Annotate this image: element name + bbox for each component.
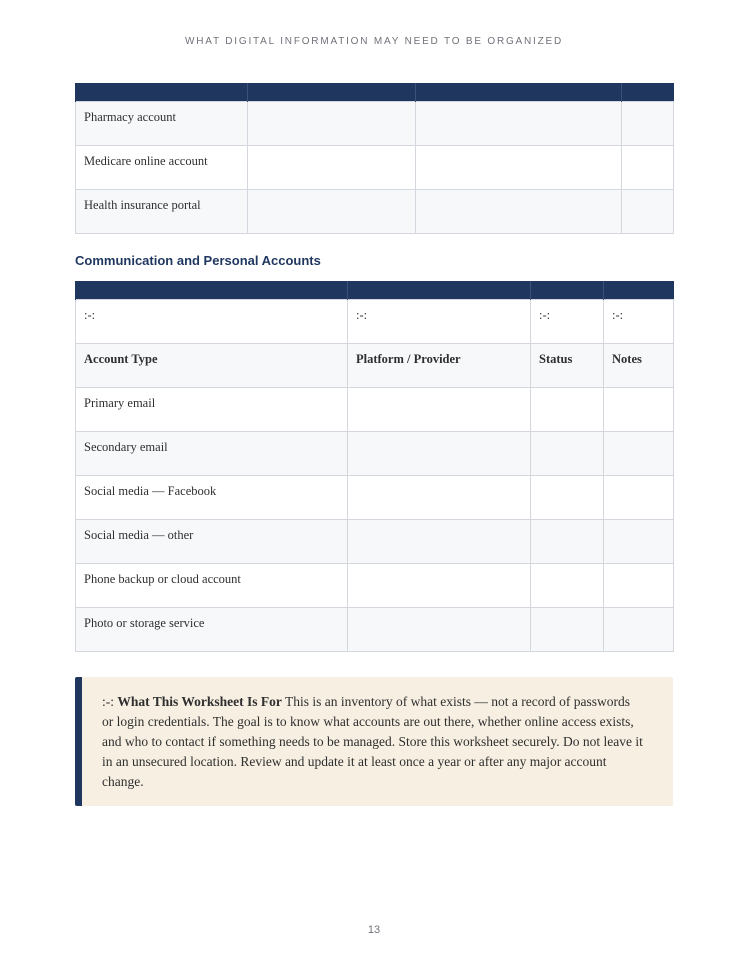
table-cell <box>76 388 348 432</box>
alignment-row <box>76 300 674 344</box>
header-cell <box>76 83 248 102</box>
account-label: Medicare online account <box>84 154 208 168</box>
account-label: Social media — other <box>84 528 194 542</box>
table-cell <box>248 146 416 190</box>
table-cell <box>76 476 348 520</box>
header-cell <box>248 83 416 102</box>
table-cell <box>531 476 604 520</box>
table-header-bar <box>76 281 674 300</box>
table-row <box>76 432 674 476</box>
callout-prefix: :-: <box>102 694 114 709</box>
table-cell <box>76 432 348 476</box>
communication-accounts-table <box>75 281 674 652</box>
account-label: Photo or storage service <box>84 616 205 630</box>
account-label: Social media — Facebook <box>84 484 217 498</box>
table-row <box>76 476 674 520</box>
table-cell <box>622 102 674 146</box>
header-cell <box>76 281 348 300</box>
table-cell <box>531 520 604 564</box>
account-label: Health insurance portal <box>84 198 201 212</box>
table-cell: :-: <box>604 300 674 344</box>
table-cell <box>622 190 674 234</box>
callout-body: This is an inventory of what exists — not a record of passwords or login credentials. The goal is to know what accounts are out there, whether online access exists, and who to contact if something needs to be managed. Store this worksheet securely. Do not leave it in an unsecured location. Review and update it at least once a year or after any major account change. <box>102 694 643 789</box>
table-cell <box>604 608 674 652</box>
table-cell <box>76 520 348 564</box>
table-cell <box>416 102 622 146</box>
table-row <box>76 520 674 564</box>
running-header: WHAT DIGITAL INFORMATION MAY NEED TO BE ORGANIZED <box>184 36 564 47</box>
worksheet-purpose-callout <box>75 677 673 806</box>
table-cell <box>76 146 248 190</box>
table-cell <box>604 476 674 520</box>
table-cell <box>604 344 674 388</box>
table-cell <box>76 564 348 608</box>
table-cell <box>348 344 531 388</box>
column-header-row <box>76 344 674 388</box>
health-accounts-table <box>75 83 674 234</box>
column-header-account-type: Account Type <box>84 352 158 366</box>
table-cell <box>604 388 674 432</box>
section-heading: Communication and Personal Accounts <box>75 253 321 268</box>
table-cell <box>348 520 531 564</box>
table-cell <box>416 146 622 190</box>
table-cell: :-: <box>76 300 348 344</box>
table-cell <box>604 520 674 564</box>
account-label: Primary email <box>84 396 156 410</box>
table-row <box>76 388 674 432</box>
table-header-bar <box>76 83 674 102</box>
account-label: Pharmacy account <box>84 110 176 124</box>
table-cell <box>76 608 348 652</box>
table-cell <box>76 344 348 388</box>
table-row <box>76 190 674 234</box>
table-cell <box>348 432 531 476</box>
column-header-status: Status <box>539 352 573 366</box>
table-cell <box>604 432 674 476</box>
header-cell <box>348 281 531 300</box>
header-cell <box>604 281 674 300</box>
table-cell <box>348 608 531 652</box>
table-cell <box>604 564 674 608</box>
callout-title: What This Worksheet Is For <box>117 694 282 709</box>
table-cell <box>416 190 622 234</box>
page-number: 13 <box>367 924 381 936</box>
table-cell <box>531 432 604 476</box>
column-header-notes: Notes <box>612 352 642 366</box>
table-cell <box>531 344 604 388</box>
account-label: Secondary email <box>84 440 168 454</box>
column-header-platform: Platform / Provider <box>356 352 461 366</box>
table-row <box>76 146 674 190</box>
account-label: Phone backup or cloud account <box>84 572 241 586</box>
table-cell: :-: <box>348 300 531 344</box>
table-row <box>76 102 674 146</box>
table-cell <box>348 388 531 432</box>
header-cell <box>622 83 674 102</box>
table-cell <box>76 102 248 146</box>
header-cell <box>531 281 604 300</box>
table-cell <box>76 190 248 234</box>
table-cell <box>622 146 674 190</box>
table-cell <box>348 476 531 520</box>
table-cell <box>248 190 416 234</box>
table-cell <box>531 388 604 432</box>
header-cell <box>416 83 622 102</box>
table-cell <box>348 564 531 608</box>
table-cell <box>248 102 416 146</box>
table-cell <box>531 608 604 652</box>
table-cell <box>531 564 604 608</box>
table-cell: :-: <box>531 300 604 344</box>
table-row <box>76 608 674 652</box>
table-row <box>76 564 674 608</box>
